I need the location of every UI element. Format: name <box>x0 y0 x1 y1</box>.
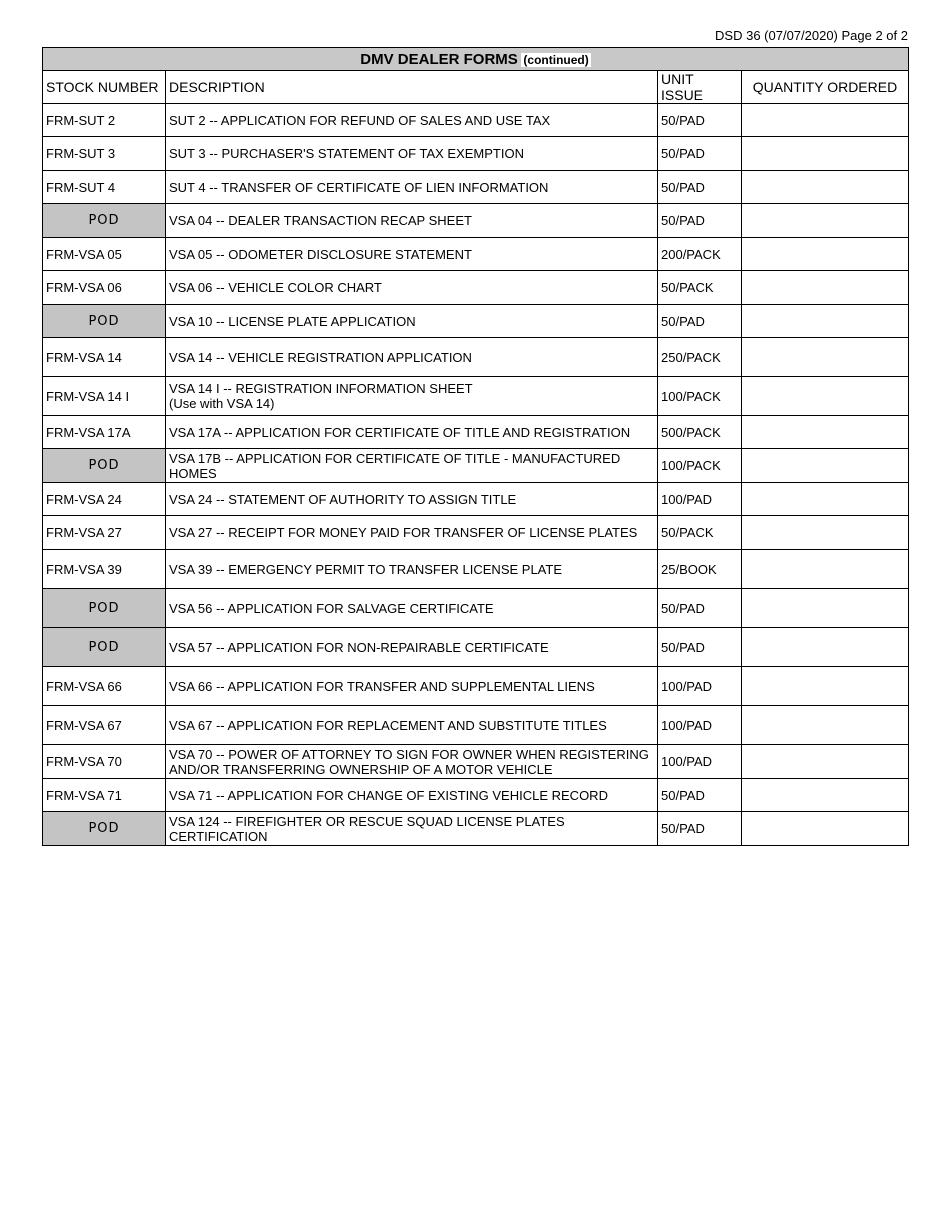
table-row <box>43 550 909 589</box>
quantity-ordered-field[interactable] <box>742 628 909 667</box>
description-cell <box>166 204 658 238</box>
stock-number-cell: FRM-VSA 14 <box>43 338 166 377</box>
unit-issue-cell: 100/PACK <box>658 377 742 416</box>
table-row <box>43 377 909 416</box>
table-row <box>43 706 909 745</box>
description-text: VSA 17A -- APPLICATION FOR CERTIFICATE OF TITLE AND REGISTRATION <box>169 424 631 440</box>
unit-issue-cell: 100/PAD <box>658 706 742 745</box>
table-row <box>43 305 909 338</box>
quantity-ordered-field[interactable] <box>742 305 909 338</box>
unit-issue-cell: 50/PAD <box>658 305 742 338</box>
description-cell <box>166 137 658 171</box>
table-row <box>43 137 909 171</box>
dealer-forms-table <box>42 47 909 846</box>
table-row <box>43 516 909 550</box>
pod-stock-cell: POD <box>43 204 166 238</box>
unit-issue-cell: 50/PACK <box>658 516 742 550</box>
description-text: VSA 56 -- APPLICATION FOR SALVAGE CERTIFICATE <box>169 600 494 616</box>
stock-number-cell: FRM-SUT 3 <box>43 137 166 171</box>
quantity-ordered-field[interactable] <box>742 204 909 238</box>
quantity-ordered-field[interactable] <box>742 667 909 706</box>
description-cell <box>166 416 658 449</box>
quantity-ordered-field[interactable] <box>742 745 909 779</box>
table-row <box>43 416 909 449</box>
description-text: VSA 66 -- APPLICATION FOR TRANSFER AND SUPPLEMENTAL LIENS <box>169 678 595 694</box>
quantity-ordered-field[interactable] <box>742 779 909 812</box>
unit-issue-cell: 50/PAD <box>658 812 742 846</box>
quantity-ordered-field[interactable] <box>742 706 909 745</box>
quantity-ordered-field[interactable] <box>742 589 909 628</box>
table-row <box>43 628 909 667</box>
description-cell <box>166 338 658 377</box>
table-row <box>43 589 909 628</box>
description-text: VSA 67 -- APPLICATION FOR REPLACEMENT AND SUBSTITUTE TITLES <box>169 717 607 733</box>
description-cell <box>166 779 658 812</box>
unit-issue-cell: 100/PAD <box>658 745 742 779</box>
stock-number-cell: FRM-SUT 4 <box>43 171 166 204</box>
unit-issue-cell: 50/PAD <box>658 137 742 171</box>
description-text: VSA 24 -- STATEMENT OF AUTHORITY TO ASSIGN TITLE <box>169 491 517 507</box>
description-cell <box>166 589 658 628</box>
table-row <box>43 667 909 706</box>
description-cell <box>166 449 658 483</box>
description-text: SUT 2 -- APPLICATION FOR REFUND OF SALES AND USE TAX <box>169 112 551 128</box>
description-text: VSA 17B -- APPLICATION FOR CERTIFICATE OF TITLE - MANUFACTURED HOMES <box>169 450 621 481</box>
unit-issue-cell: 50/PAD <box>658 171 742 204</box>
description-cell <box>166 628 658 667</box>
description-cell <box>166 706 658 745</box>
stock-number-cell: FRM-VSA 27 <box>43 516 166 550</box>
description-text: VSA 05 -- ODOMETER DISCLOSURE STATEMENT <box>169 246 472 262</box>
description-text: VSA 57 -- APPLICATION FOR NON-REPAIRABLE CERTIFICATE <box>169 639 549 655</box>
description-cell <box>166 667 658 706</box>
description-cell <box>166 104 658 137</box>
table-row <box>43 204 909 238</box>
unit-issue-cell: 50/PAD <box>658 104 742 137</box>
table-title-row <box>43 48 909 71</box>
description-text: VSA 27 -- RECEIPT FOR MONEY PAID FOR TRANSFER OF LICENSE PLATES <box>169 525 638 540</box>
form-reference: DSD 36 (07/07/2020) Page 2 of 2 <box>715 28 908 43</box>
table-row <box>43 104 909 137</box>
column-header-unit-issue: UNIT ISSUE <box>658 71 742 104</box>
description-cell <box>166 305 658 338</box>
quantity-ordered-field[interactable] <box>742 483 909 516</box>
quantity-ordered-field[interactable] <box>742 416 909 449</box>
quantity-ordered-field[interactable] <box>742 449 909 483</box>
description-text: VSA 10 -- LICENSE PLATE APPLICATION <box>169 313 416 329</box>
stock-number-cell: FRM-VSA 17A <box>43 416 166 449</box>
table-title-suffix: (continued) <box>523 52 589 67</box>
stock-number-cell: FRM-VSA 14 I <box>43 377 166 416</box>
quantity-ordered-field[interactable] <box>742 104 909 137</box>
pod-stock-cell: POD <box>43 628 166 667</box>
stock-number-cell: FRM-VSA 67 <box>43 706 166 745</box>
unit-issue-cell: 100/PAD <box>658 667 742 706</box>
unit-issue-cell: 50/PAD <box>658 589 742 628</box>
unit-issue-cell: 50/PACK <box>658 271 742 305</box>
table-row <box>43 745 909 779</box>
description-cell <box>166 171 658 204</box>
stock-number-cell: FRM-VSA 06 <box>43 271 166 305</box>
unit-issue-cell: 25/BOOK <box>658 550 742 589</box>
stock-number-cell: FRM-VSA 70 <box>43 745 166 779</box>
table-row <box>43 779 909 812</box>
description-note: (Use with VSA 14) <box>169 396 275 411</box>
quantity-ordered-field[interactable] <box>742 171 909 204</box>
description-cell <box>166 377 658 416</box>
description-text: VSA 04 -- DEALER TRANSACTION RECAP SHEET <box>169 213 472 228</box>
stock-number-cell: FRM-VSA 71 <box>43 779 166 812</box>
table-row <box>43 338 909 377</box>
pod-stock-cell: POD <box>43 305 166 338</box>
stock-number-cell: FRM-VSA 66 <box>43 667 166 706</box>
quantity-ordered-field[interactable] <box>742 377 909 416</box>
description-text: SUT 3 -- PURCHASER'S STATEMENT OF TAX EXEMPTION <box>169 146 524 161</box>
description-cell <box>166 550 658 589</box>
table-row <box>43 483 909 516</box>
unit-issue-cell: 200/PACK <box>658 238 742 271</box>
description-text: SUT 4 -- TRANSFER OF CERTIFICATE OF LIEN INFORMATION <box>169 179 549 195</box>
description-text: VSA 124 -- FIREFIGHTER OR RESCUE SQUAD LICENSE PLATES CERTIFICATION <box>169 813 565 844</box>
table-title-text: DMV DEALER FORMS <box>360 50 518 68</box>
stock-number-cell: FRM-VSA 24 <box>43 483 166 516</box>
unit-issue-cell: 100/PAD <box>658 483 742 516</box>
quantity-ordered-field[interactable] <box>742 137 909 171</box>
quantity-ordered-field[interactable] <box>742 812 909 846</box>
table-title <box>43 48 909 71</box>
description-text: VSA 71 -- APPLICATION FOR CHANGE OF EXISTING VEHICLE RECORD <box>169 787 608 803</box>
unit-issue-cell: 100/PACK <box>658 449 742 483</box>
description-text: VSA 14 -- VEHICLE REGISTRATION APPLICATION <box>169 349 472 365</box>
description-text: VSA 06 -- VEHICLE COLOR CHART <box>169 280 382 295</box>
table-body <box>43 104 909 846</box>
unit-issue-cell: 250/PACK <box>658 338 742 377</box>
stock-number-cell: FRM-VSA 39 <box>43 550 166 589</box>
pod-stock-cell: POD <box>43 449 166 483</box>
description-cell <box>166 271 658 305</box>
unit-issue-cell: 50/PAD <box>658 779 742 812</box>
table-row <box>43 449 909 483</box>
table-row <box>43 171 909 204</box>
pod-stock-cell: POD <box>43 812 166 846</box>
quantity-ordered-field[interactable] <box>742 238 909 271</box>
description-cell <box>166 745 658 779</box>
table-row <box>43 238 909 271</box>
quantity-ordered-field[interactable] <box>742 271 909 305</box>
stock-number-cell: FRM-VSA 05 <box>43 238 166 271</box>
quantity-ordered-field[interactable] <box>742 338 909 377</box>
unit-issue-cell: 50/PAD <box>658 204 742 238</box>
table-row <box>43 812 909 846</box>
description-cell <box>166 238 658 271</box>
unit-issue-cell: 500/PACK <box>658 416 742 449</box>
description-text: VSA 39 -- EMERGENCY PERMIT TO TRANSFER LICENSE PLATE <box>169 561 562 577</box>
column-header-quantity-ordered: QUANTITY ORDERED <box>742 71 909 104</box>
pod-stock-cell: POD <box>43 589 166 628</box>
quantity-ordered-field[interactable] <box>742 516 909 550</box>
description-note: AND/OR TRANSFERRING OWNERSHIP OF A MOTOR VEHICLE <box>169 761 553 777</box>
column-header-description: DESCRIPTION <box>166 71 658 104</box>
stock-number-cell: FRM-SUT 2 <box>43 104 166 137</box>
column-header-row <box>43 71 909 104</box>
description-text: VSA 14 I -- REGISTRATION INFORMATION SHEET <box>169 381 473 396</box>
description-text: VSA 70 -- POWER OF ATTORNEY TO SIGN FOR OWNER WHEN REGISTERING <box>169 746 649 762</box>
description-cell <box>166 812 658 846</box>
unit-issue-cell: 50/PAD <box>658 628 742 667</box>
description-cell <box>166 483 658 516</box>
quantity-ordered-field[interactable] <box>742 550 909 589</box>
description-cell <box>166 516 658 550</box>
table-row <box>43 271 909 305</box>
column-header-stock-number: STOCK NUMBER <box>43 71 166 104</box>
